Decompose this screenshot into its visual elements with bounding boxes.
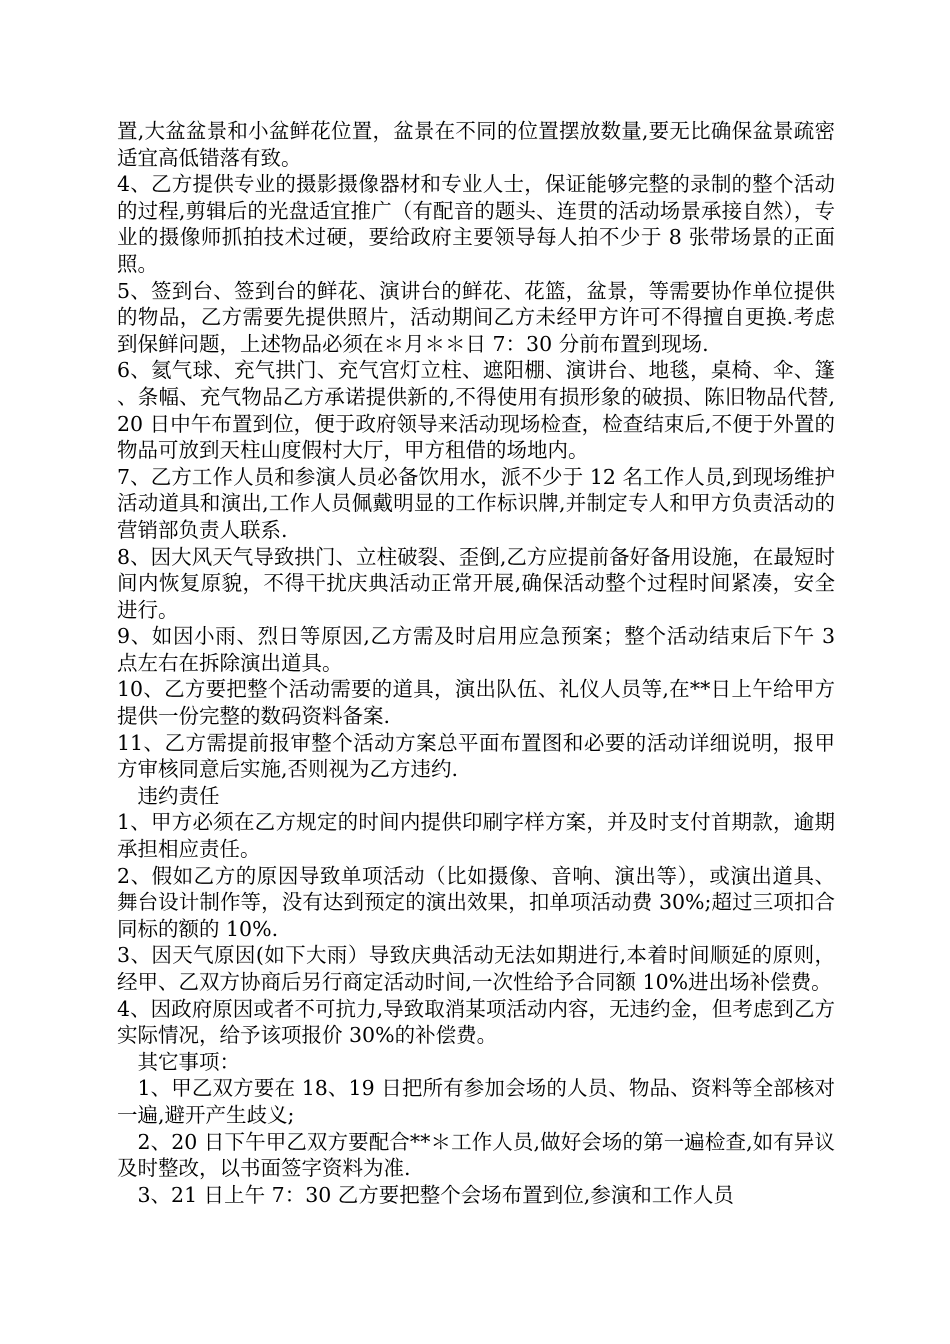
breach-item-1: 1、甲方必须在乙方规定的时间内提供印刷字样方案，并及时支付首期款，逾期承担相应责任。 — [117, 810, 835, 862]
clause-8-wind: 8、因大风天气导致拱门、立柱破裂、歪倒,乙方应提前备好备用设施，在最短时间内恢复原貌，不得干扰庆典活动正常开展,确保活动整个过程时间紧凑，安全进行。 — [117, 544, 835, 622]
other-heading: 其它事项： — [137, 1049, 240, 1074]
clause-6-balloons: 6、氦气球、充气拱门、充气宫灯立柱、遮阳棚、演讲台、地毯，桌椅、伞、篷、条幅、充气物品乙方承诺提供新的,不得使用有损形象的破损、陈旧物品代替,20 日中午布置到位，便于政府领导来活动现场检查，检查结束后,不便于外置的物品可放到天柱山度假村大厅，甲方租借的场地内。 — [117, 358, 835, 463]
contract-page — [117, 118, 835, 1208]
breach-heading: 违约责任 — [137, 783, 220, 808]
other-item-3: 3、21 日上午 7：30 乙方要把整个会场布置到位,参演和工作人员 — [137, 1182, 734, 1207]
clause-5-flowers: 5、签到台、签到台的鲜花、演讲台的鲜花、花篮，盆景，等需要协作单位提供的物品，乙方需要先提供照片，活动期间乙方未经甲方许可不得擅自更换.考虑到保鲜问题，上述物品必须在＊月＊＊日 7：30 分前布置到现场. — [117, 278, 835, 356]
clause-10-props: 10、乙方要把整个活动需要的道具，演出队伍、礼仪人员等,在**日上午给甲方提供一份完整的数码资料备案. — [117, 677, 835, 729]
breach-item-4: 4、因政府原因或者不可抗力,导致取消某项活动内容，无违约金，但考虑到乙方实际情况，给予该项报价 30%的补偿费。 — [117, 996, 835, 1048]
breach-item-3: 3、因天气原因(如下大雨）导致庆典活动无法如期进行,本着时间顺延的原则，经甲、乙双方协商后另行商定活动时间,一次性给予合同额 10%进出场补偿费。 — [117, 943, 835, 994]
clause-4-photography: 4、乙方提供专业的摄影摄像器材和专业人士，保证能够完整的录制的整个活动的过程,剪辑后的光盘适宜推广（有配音的题头、连贯的活动场景承接自然），专业的摄像师抓拍技术过硬，要给政府主要领导每人拍不少于 8 张带场景的正面照。 — [117, 172, 835, 276]
breach-item-2: 2、假如乙方的原因导致单项活动（比如摄像、音响、演出等），或演出道具、舞台设计制作等，没有达到预定的演出效果，扣单项活动费 30%;超过三项扣合同标的额的 10%. — [117, 863, 835, 941]
clause-placement: 置,大盆盆景和小盆鲜花位置，盆景在不同的位置摆放数量,要无比确保盆景疏密适宜高低错落有致。 — [117, 119, 835, 170]
other-item-1: 1、甲乙双方要在 18、19 日把所有参加会场的人员、物品、资料等全部核对一遍,避开产生歧义; — [117, 1076, 835, 1127]
clause-11-plan: 11、乙方需提前报审整个活动方案总平面布置图和必要的活动详细说明，报甲方审核同意后实施,否则视为乙方违约. — [117, 730, 835, 782]
other-item-2: 2、20 日下午甲乙双方要配合**＊工作人员,做好会场的第一遍检查,如有异议及时整改，以书面签字资料为准. — [117, 1129, 835, 1181]
clause-9-rain: 9、如因小雨、烈日等原因,乙方需及时启用应急预案；整个活动结束后下午 3 点左右在拆除演出道具。 — [117, 624, 835, 675]
clause-7-staff: 7、乙方工作人员和参演人员必备饮用水，派不少于 12 名工作人员,到现场维护活动道具和演出,工作人员佩戴明显的工作标识牌,并制定专人和甲方负责活动的营销部负责人联系. — [117, 464, 835, 542]
